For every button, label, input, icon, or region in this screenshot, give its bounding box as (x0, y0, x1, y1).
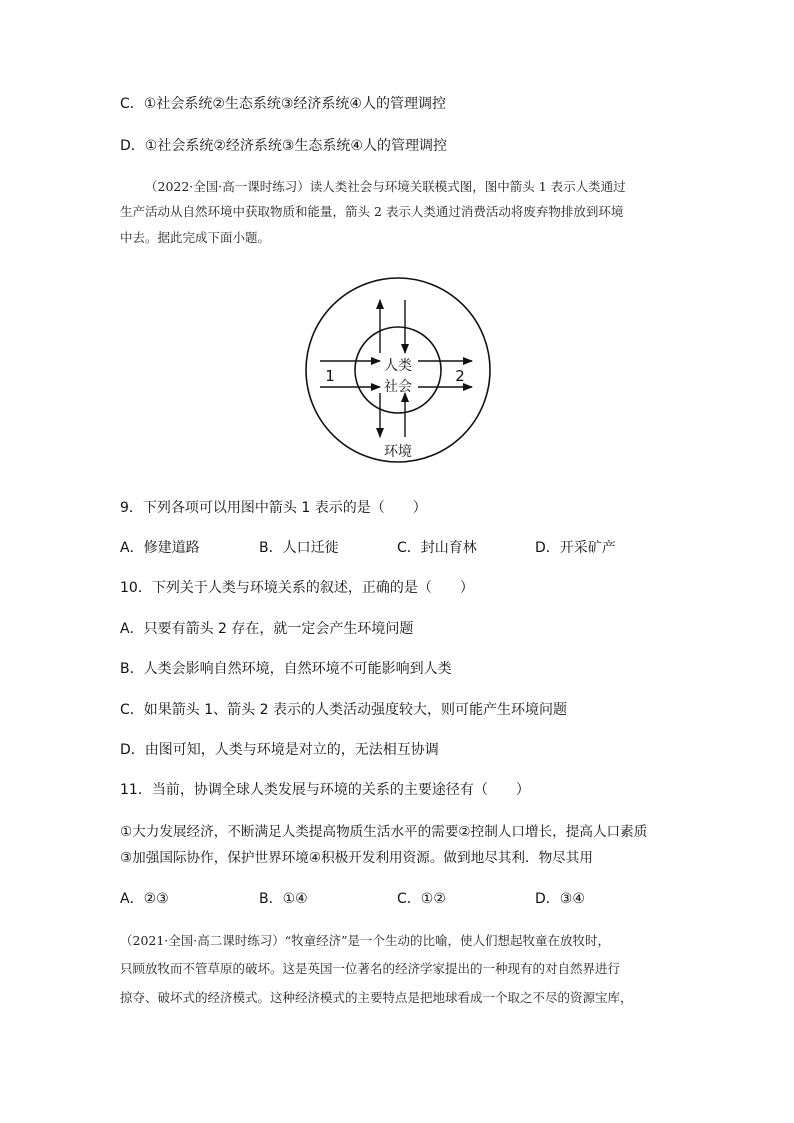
q10-option-b: B．人类会影响自然环境，自然环境不可能影响到人类 (120, 661, 452, 677)
question-11-stem: 11．当前，协调全球人类发展与环境的关系的主要途径有（ ） (120, 782, 530, 798)
context-line: 掠夺、破坏式的经济模式。这种经济模式的主要特点是把地球看成一个取之不尽的资源宝库， (120, 990, 633, 1005)
human-society-environment-diagram (300, 275, 502, 465)
question-10-stem: 10．下列关于人类与环境关系的叙述，正确的是（ ） (120, 580, 474, 596)
context-line: （2022·全国·高一课时练习）读人类社会与环境关联模式图，图中箭头 1 表示人类通过 (145, 179, 626, 194)
context-line: 只顾放牧而不管草原的破坏。这是英国一位著名的经济学家提出的一种现有的对自然界进行 (120, 961, 621, 976)
q10-option-a: A．只要有箭头 2 存在，就一定会产生环境问题 (120, 621, 414, 637)
q11-option-d: D．③④ (535, 891, 585, 907)
q11-option-b: B．①④ (259, 891, 308, 907)
q10-option-d: D．由图可知，人类与环境是对立的，无法相互协调 (120, 742, 439, 758)
q9-option-a: A．修建道路 (120, 540, 200, 556)
arrow-2-label: 2 (455, 367, 465, 385)
q9-option-b: B．人口迁徙 (259, 540, 339, 556)
q9-option-d: D．开采矿产 (535, 540, 616, 556)
context-line: 生产活动从自然环境中获取物质和能量，箭头 2 表示人类通过消费活动将废弃物排放到环境 (120, 204, 624, 219)
q11-option-c: C．①② (397, 891, 446, 907)
question-9-stem: 9．下列各项可以用图中箭头 1 表示的是（ ） (120, 500, 427, 516)
inner-label-top: 人类 (384, 358, 412, 374)
q11-items-line-2: ③加强国际协作，保护世界环境④积极开发利用资源。做到地尽其利．物尽其用 (120, 850, 593, 866)
option-d-text: D．①社会系统②经济系统③生态系统④人的管理调控 (120, 138, 447, 154)
q10-option-c: C．如果箭头 1、箭头 2 表示的人类活动强度较大，则可能产生环境问题 (120, 702, 567, 718)
context-line: 中去。据此完成下面小题。 (120, 230, 271, 245)
arrow-1-label: 1 (325, 367, 335, 385)
q11-items-line-1: ①大力发展经济，不断满足人类提高物质生活水平的需要②控制人口增长，提高人口素质 (120, 824, 648, 840)
inner-label-bottom: 社会 (384, 379, 412, 395)
q9-option-c: C．封山育林 (397, 540, 477, 556)
option-c-text: C．①社会系统②生态系统③经济系统④人的管理调控 (120, 96, 446, 112)
environment-label: 环境 (384, 444, 412, 460)
q11-option-a: A．②③ (120, 891, 169, 907)
context-line: （2021·全国·高二课时练习）“牧童经济”是一个生动的比喻，使人们想起牧童在放牧时， (120, 933, 611, 948)
